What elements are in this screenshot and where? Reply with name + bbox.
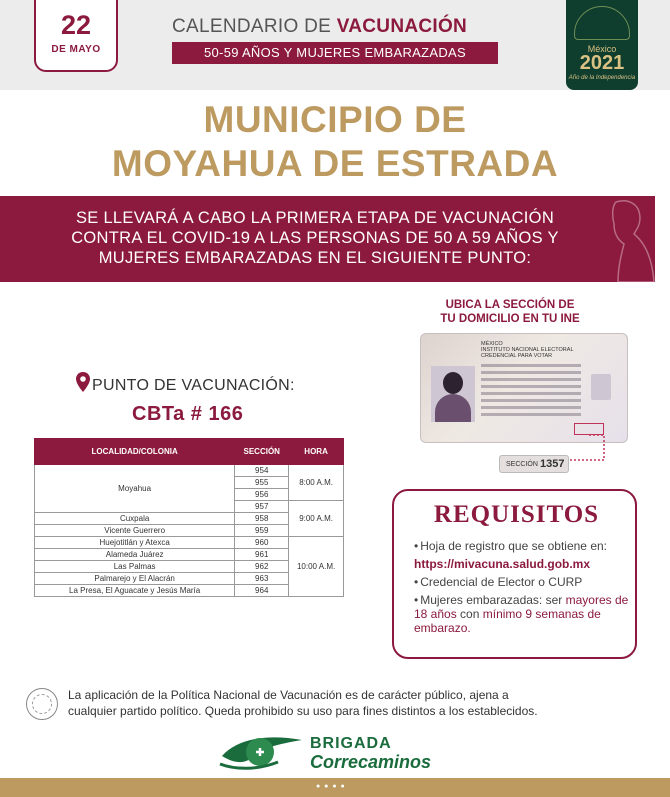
ine-card-header [481, 341, 574, 359]
cell-localidad: Palmarejo y El Alacrán [35, 573, 235, 585]
list-item [414, 593, 634, 635]
ine-card-text-lines [481, 364, 581, 420]
requisito-credencial: Credencial de Elector o CURP [420, 575, 583, 589]
table-header-row [35, 439, 344, 465]
cell-seccion: 955 [235, 477, 289, 489]
date-day: 22 [60, 10, 92, 40]
calendar-subtitle: 50-59 AÑOS Y MUJERES EMBARAZADAS [172, 42, 498, 64]
date-month: DE MAYO [51, 44, 101, 55]
cell-seccion: 954 [235, 465, 289, 477]
section-example-box [499, 455, 569, 473]
bullet-icon: • [414, 575, 419, 589]
calendar-title-bold: VACUNACIÓN [336, 16, 468, 37]
cell-seccion: 960 [235, 537, 289, 549]
cell-seccion: 961 [235, 549, 289, 561]
announcement-line2: CONTRA EL COVID-19 A LAS PERSONAS DE 50 A 59 AÑOS Y [71, 229, 559, 247]
list-item [414, 539, 634, 571]
cell-hora: 8:00 A.M. [289, 465, 344, 501]
requisitos-list [414, 539, 634, 639]
ine-card-inst1: INSTITUTO NACIONAL ELECTORAL [481, 347, 574, 353]
header-hora: HORA [289, 439, 344, 465]
requisitos-title: REQUISITOS [433, 501, 600, 528]
cell-localidad: Alameda Juárez [35, 549, 235, 561]
ine-title-line2: TU DOMICILIO EN TU INE [440, 313, 580, 325]
date-badge [34, 0, 118, 72]
dotted-pointer-icon [569, 430, 609, 465]
requisitos-box [392, 489, 637, 659]
announcement-text [30, 208, 600, 268]
logo-tagline: Año de la Independencia [568, 75, 636, 81]
requisito-embarazadas: Mujeres embarazadas: ser [420, 593, 563, 607]
punto-name: CBTa # 166 [132, 403, 244, 425]
location-pin-icon [76, 372, 90, 392]
header-seccion: SECCIÓN [235, 439, 289, 465]
government-seal-icon [26, 688, 58, 720]
table-row [35, 537, 344, 549]
cell-localidad: Las Palmas [35, 561, 235, 573]
cell-localidad: Moyahua [35, 465, 235, 513]
cell-hora: 10:00 A.M. [289, 537, 344, 597]
announcement-line1: SE LLEVARÁ A CABO LA PRIMERA ETAPA DE VACUNACIÓN [75, 209, 555, 227]
cell-seccion: 956 [235, 489, 289, 501]
legal-line2: cualquier partido político. Queda prohibido su uso para fines distintos a los establecidos. [68, 704, 538, 718]
requisito-edad: mayores de 18 años [414, 593, 629, 621]
cell-localidad: Vicente Guerrero [35, 525, 235, 537]
cell-localidad: La Presa, El Aguacate y Jesús María [35, 585, 235, 597]
brigada-subtitle: Correcaminos [310, 752, 432, 772]
bullet-icon: • [414, 593, 419, 607]
ine-card-inst2: CREDENCIAL PARA VOTAR [481, 353, 553, 359]
logo-year: 2021 [579, 52, 625, 74]
requisito-registro: Hoja de registro que se obtiene en: [420, 539, 607, 553]
bullet-icon: • [414, 539, 419, 553]
table-row [35, 465, 344, 477]
calendar-title-prefix: CALENDARIO DE [172, 16, 332, 37]
ine-card-country: MÉXICO [481, 341, 503, 347]
municipio-line1: MUNICIPIO DE [203, 99, 467, 140]
social-media-icons: ● ● ● ● [316, 783, 346, 790]
punto-label: PUNTO DE VACUNACIÓN: [92, 377, 295, 394]
municipio-line2: MOYAHUA DE ESTRADA [111, 143, 559, 184]
list-item [414, 575, 634, 589]
announcement-line3: MUJERES EMBARAZADAS EN EL SIGUIENTE PUNTO: [98, 249, 532, 267]
legal-notice [68, 687, 648, 719]
cell-hora: 9:00 A.M. [289, 501, 344, 537]
ine-title [420, 298, 600, 326]
requisito-semanas: mínimo 9 semanas de embarazo. [414, 607, 601, 635]
brigada-title: BRIGADA [310, 735, 392, 752]
calendar-title [172, 16, 467, 38]
header-localidad: LOCALIDAD/COLONIA [35, 439, 235, 465]
header-bar [0, 0, 670, 90]
requisito-con: con [460, 607, 480, 621]
ine-mini-photo-icon [591, 374, 611, 400]
section-example-number: 1357 [540, 458, 565, 470]
brigada-logo-icon [218, 730, 304, 774]
cell-localidad: Huejotitlán y Atexca [35, 537, 235, 549]
logo-decoration-icon [574, 6, 630, 40]
municipio-title [0, 98, 670, 186]
cell-seccion: 963 [235, 573, 289, 585]
ine-title-line1: UBICA LA SECCIÓN DE [445, 299, 575, 311]
cell-localidad: Cuxpala [35, 513, 235, 525]
schedule-table [34, 438, 344, 597]
mexico-2021-logo [566, 0, 638, 90]
cell-seccion: 958 [235, 513, 289, 525]
ine-photo-icon [431, 366, 475, 422]
cell-seccion: 964 [235, 585, 289, 597]
legal-line1: La aplicación de la Política Nacional de Vacunación es de carácter público, ajena a [68, 688, 509, 702]
section-example-label: SECCIÓN [506, 461, 538, 468]
mivacuna-link[interactable]: https://mivacuna.salud.gob.mx [414, 557, 591, 571]
cell-seccion: 959 [235, 525, 289, 537]
cell-seccion: 962 [235, 561, 289, 573]
cell-seccion: 957 [235, 501, 289, 513]
logo-country: México [587, 44, 617, 54]
